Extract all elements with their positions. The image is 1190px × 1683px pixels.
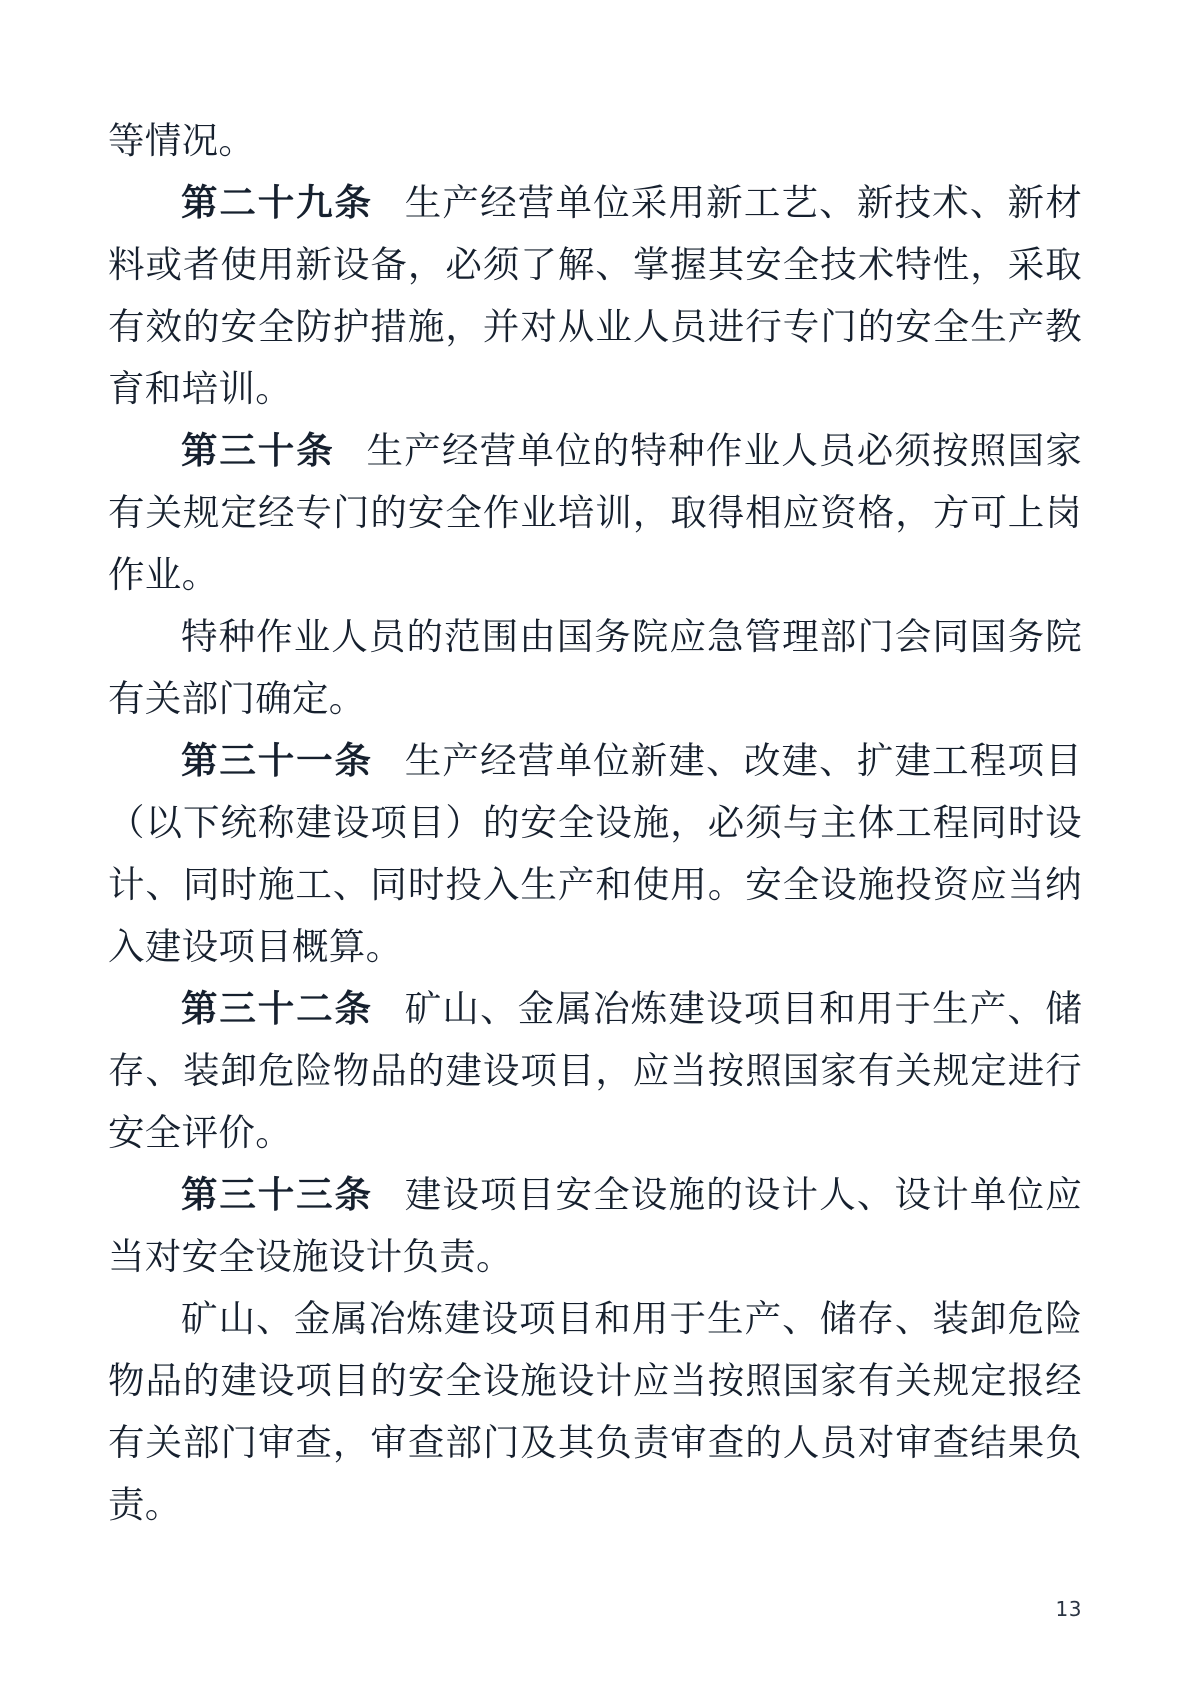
paragraph-text: 矿山、金属冶炼建设项目和用于生产、储存、装卸危险物品的建设项目，应当按照国家有关规定进行安全评价。 (108, 987, 1083, 1154)
paragraph-article-32 (108, 978, 1082, 1164)
paragraph-article-30-para-2 (108, 606, 1082, 730)
document-text-body (108, 110, 1082, 1536)
article-heading: 第三十一条 (181, 739, 373, 782)
paragraph-article-31 (108, 730, 1082, 978)
article-heading: 第三十二条 (181, 987, 373, 1030)
paragraph-continuation-line (108, 110, 1082, 172)
article-heading: 第三十三条 (181, 1173, 373, 1216)
paragraph-text: 生产经营单位采用新工艺、新技术、新材料或者使用新设备，必须了解、掌握其安全技术特性，采取有效的安全防护措施，并对从业人员进行专门的安全生产教育和培训。 (108, 181, 1083, 410)
paragraph-article-29 (108, 172, 1082, 420)
paragraph-text: 生产经营单位新建、改建、扩建工程项目（以下统称建设项目）的安全设施，必须与主体工程同时设计、同时施工、同时投入生产和使用。安全设施投资应当纳入建设项目概算。 (108, 739, 1083, 968)
paragraph-text: 等情况。 (108, 119, 256, 162)
paragraph-article-33-para-2 (108, 1288, 1082, 1536)
paragraph-article-33 (108, 1164, 1082, 1288)
page-number: 13 (1055, 1597, 1082, 1621)
paragraph-article-30 (108, 420, 1082, 606)
article-heading: 第二十九条 (181, 181, 373, 224)
paragraph-text: 建设项目安全设施的设计人、设计单位应当对安全设施设计负责。 (108, 1173, 1083, 1278)
paragraph-text: 特种作业人员的范围由国务院应急管理部门会同国务院有关部门确定。 (108, 615, 1082, 720)
paragraph-text: 生产经营单位的特种作业人员必须按照国家有关规定经专门的安全作业培训，取得相应资格，方可上岗作业。 (108, 429, 1083, 596)
paragraph-text: 矿山、金属冶炼建设项目和用于生产、储存、装卸危险物品的建设项目的安全设施设计应当按照国家有关规定报经有关部门审查，审查部门及其负责审查的人员对审查结果负责。 (108, 1297, 1082, 1526)
article-heading: 第三十条 (181, 429, 335, 472)
